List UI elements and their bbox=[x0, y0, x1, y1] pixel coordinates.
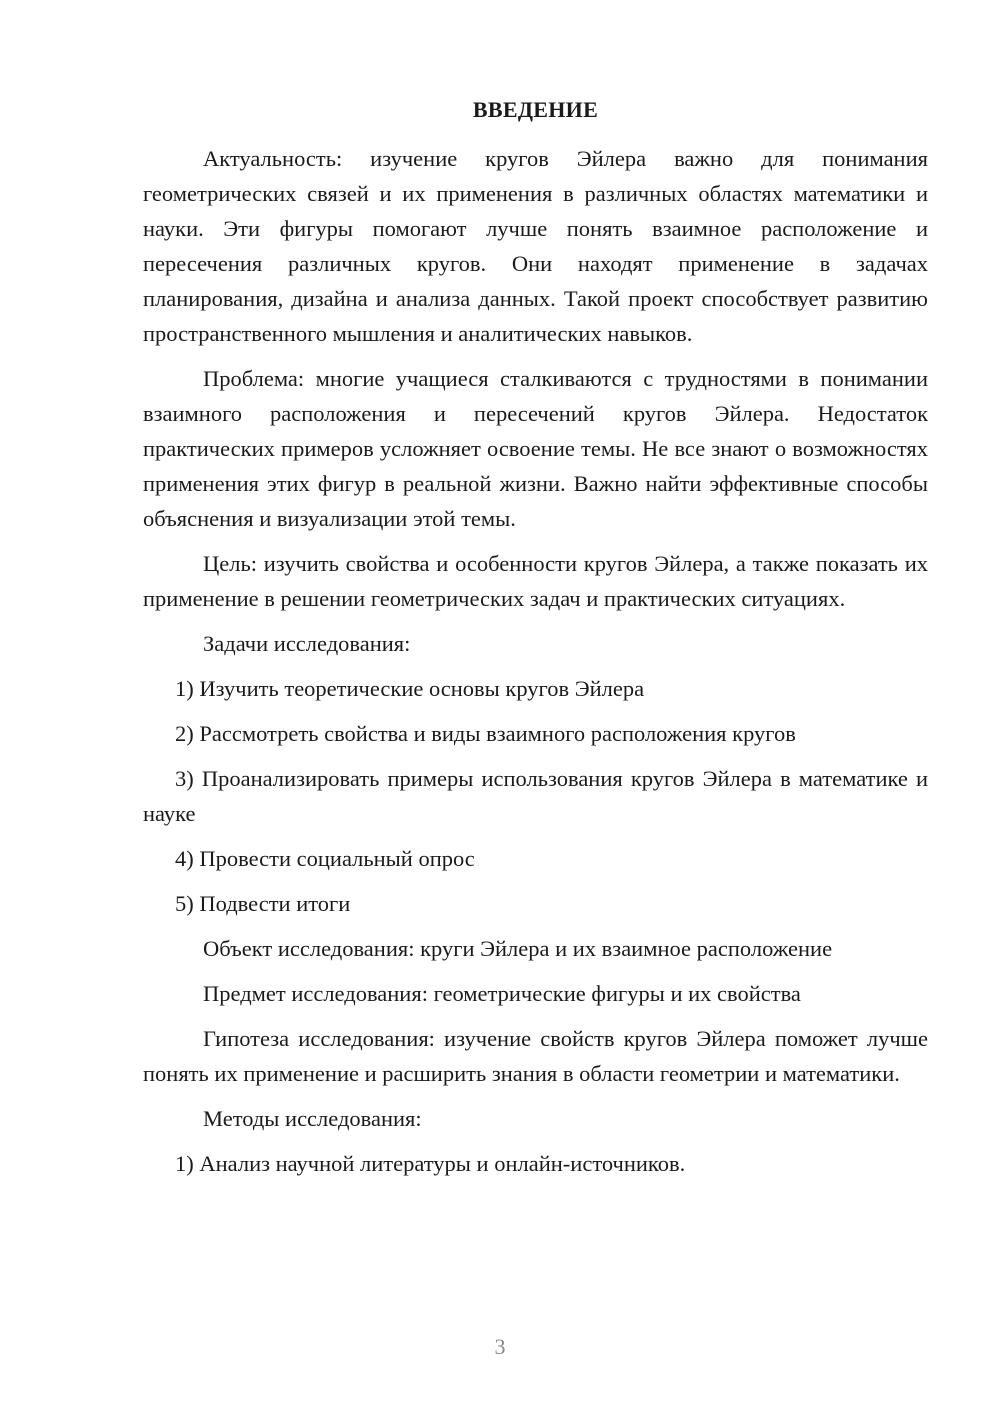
paragraph-subject: Предмет исследования: геометрические фигуры и их свойства bbox=[203, 981, 801, 1006]
task-item-4: 4) Провести социальный опрос bbox=[175, 846, 475, 871]
section-title: ВВЕДЕНИЕ bbox=[472, 97, 599, 122]
paragraph-hypothesis: Гипотеза исследования: изучение свойств кругов Эйлера поможет лучше понять их применение и расширить знания в области геометрии и математики. bbox=[143, 1026, 928, 1086]
task-item-2: 2) Рассмотреть свойства и виды взаимного расположения кругов bbox=[175, 721, 796, 746]
paragraph-tasks-heading: Задачи исследования: bbox=[203, 631, 411, 656]
paragraph-problem: Проблема: многие учащиеся сталкиваются с трудностями в понимании взаимного расположения и пересечений кругов Эйлера. Недостаток практических примеров усложняет освоение темы. Не все знают о возможностях применения этих фигур в реальной жизни. Важно найти эффективные способы объяснения и визуализации этой темы. bbox=[143, 366, 928, 531]
method-item-1: 1) Анализ научной литературы и онлайн-источников. bbox=[175, 1151, 686, 1176]
task-item-3: 3) Проанализировать примеры использования кругов Эйлера в математике и науке bbox=[143, 766, 928, 826]
task-item-5: 5) Подвести итоги bbox=[175, 891, 351, 916]
paragraph-methods-heading: Методы исследования: bbox=[203, 1106, 422, 1131]
task-item-1: 1) Изучить теоретические основы кругов Эйлера bbox=[175, 676, 645, 701]
paragraph-goal: Цель: изучить свойства и особенности кругов Эйлера, а также показать их применение в решении геометрических задач и практических ситуациях. bbox=[143, 551, 928, 611]
page-number: 3 bbox=[494, 1334, 506, 1359]
paragraph-object: Объект исследования: круги Эйлера и их взаимное расположение bbox=[203, 936, 833, 961]
paragraph-relevance: Актуальность: изучение кругов Эйлера важно для понимания геометрических связей и их применения в различных областях математики и науки. Эти фигуры помогают лучше понять взаимное расположение и пересечения различных кругов. Они находят применение в задачах планирования, дизайна и анализа данных. Такой проект способствует развитию пространственного мышления и аналитических навыков. bbox=[143, 146, 928, 346]
document-page bbox=[143, 92, 928, 1191]
